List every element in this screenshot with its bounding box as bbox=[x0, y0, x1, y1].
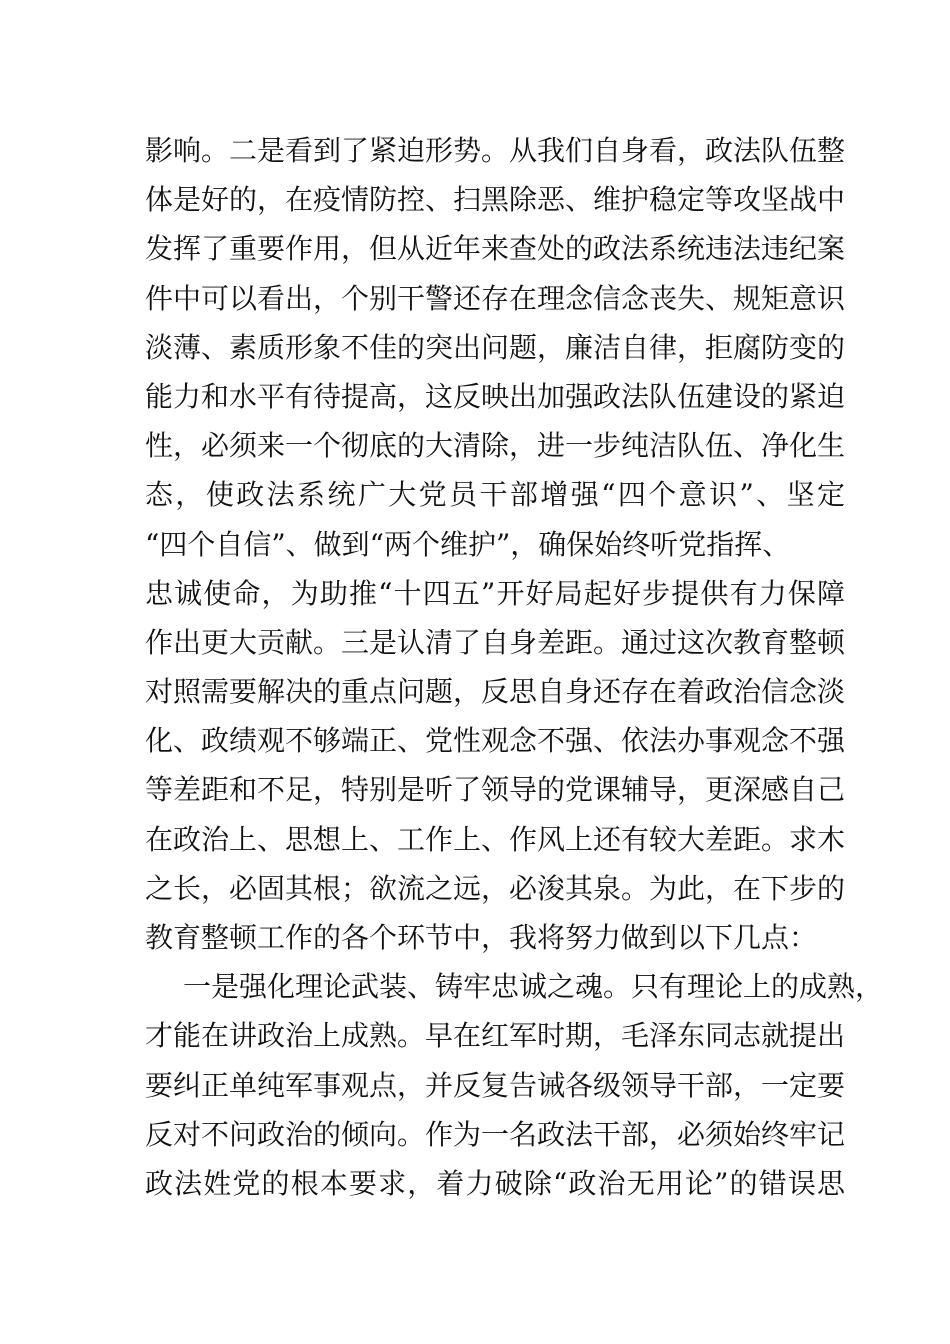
text-line: 态，使政法系统广大党员干部增强“四个意识”、坚定 bbox=[145, 478, 845, 512]
text-line: 化、政绩观不够端正、党性观念不强、依法办事观念不强 bbox=[145, 724, 846, 758]
text-line: 政法姓党的根本要求，着力破除“政治无用论”的错误思 bbox=[145, 1166, 845, 1200]
text-line: 在政治上、思想上、工作上、作风上还有较大差距。求木 bbox=[145, 822, 846, 856]
text-line: 要纠正单纯军事观点，并反复告诫各级领导干部，一定要 bbox=[145, 1068, 846, 1102]
text-line: 能力和水平有待提高，这反映出加强政法队伍建设的紧迫 bbox=[145, 379, 846, 413]
text-line: 反对不问政治的倾向。作为一名政法干部，必须始终牢记 bbox=[145, 1117, 846, 1151]
text-line: 才能在讲政治上成熟。早在红军时期，毛泽东同志就提出 bbox=[145, 1019, 846, 1053]
text-line: 淡薄、素质形象不佳的突出问题，廉洁自律，拒腐防变的 bbox=[145, 330, 846, 364]
body-text bbox=[145, 126, 884, 1208]
text-line: 忠诚使命，为助推“十四五”开好局起好步提供有力保障 bbox=[145, 576, 845, 610]
text-line: 之长，必固其根；欲流之远，必浚其泉。为此，在下步的 bbox=[145, 871, 846, 905]
text-line: “四个自信”、做到“两个维护”，确保始终听党指挥、 bbox=[145, 527, 791, 561]
paragraph-end-line: 教育整顿工作的各个环节中，我将努力做到以下几点： bbox=[145, 921, 818, 954]
text-line: 性，必须来一个彻底的大清除，进一步纯洁队伍、净化生 bbox=[145, 429, 846, 463]
paragraph-start-line: 一是强化理论武装、铸牢忠诚之魂。只有理论上的成熟， bbox=[183, 970, 884, 1004]
text-line: 对照需要解决的重点问题，反思自身还存在着政治信念淡 bbox=[145, 675, 846, 709]
text-line: 等差距和不足，特别是听了领导的党课辅导，更深感自己 bbox=[145, 773, 846, 807]
text-line: 作出更大贡献。三是认清了自身差距。通过这次教育整顿 bbox=[145, 625, 846, 659]
text-line: 件中可以看出，个别干警还存在理念信念丧失、规矩意识 bbox=[145, 281, 846, 315]
text-line: 体是好的，在疫情防控、扫黑除恶、维护稳定等攻坚战中 bbox=[145, 183, 846, 217]
text-line: 影响。二是看到了紧迫形势。从我们自身看，政法队伍整 bbox=[145, 134, 846, 167]
text-line: 发挥了重要作用，但从近年来查处的政法系统违法违纪案 bbox=[145, 232, 846, 266]
